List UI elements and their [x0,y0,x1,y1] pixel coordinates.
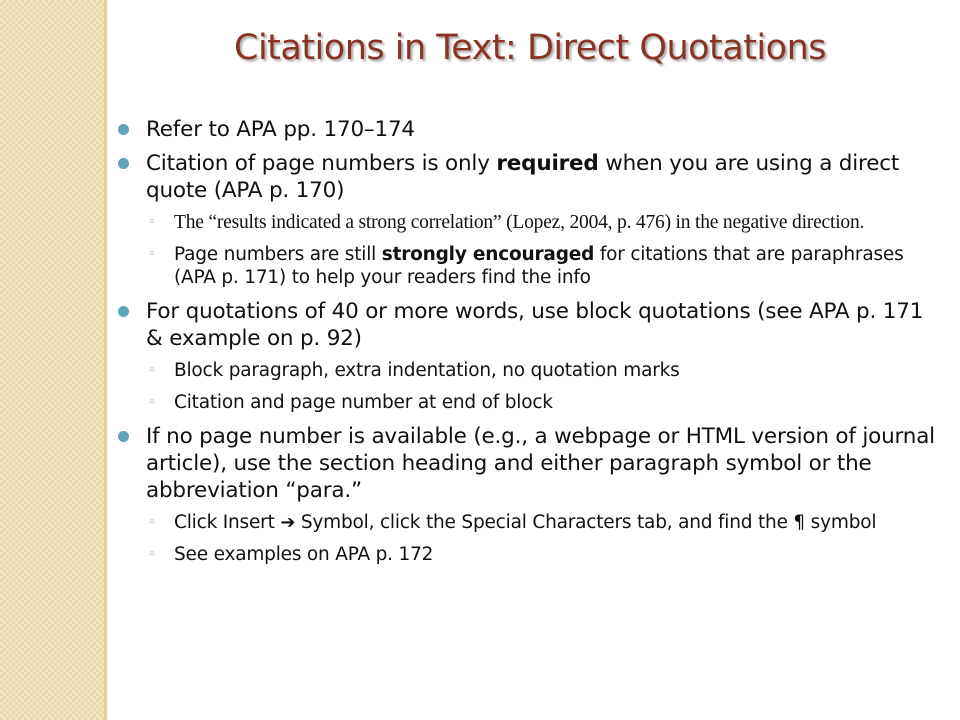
sub-bullet-item [118,211,944,234]
bullet-dot-icon [118,306,129,317]
sub-bullet-item [118,243,944,289]
bullet-dot-icon [118,124,129,135]
sub-bullet-text-bold: strongly encouraged [381,244,595,265]
bullet-text: If no page number is available (e.g., a webpage or HTML version of journal article), use the section heading and either paragraph symbol or the abbreviation “para.” [146,424,935,503]
bullet-text-start: Citation of page numbers is only [146,151,497,176]
bullet-list [118,116,944,575]
decorative-side-band [0,0,104,720]
bullet-dot-icon [118,158,129,169]
sub-bullet-ring-icon: ◦ [148,363,156,378]
sub-bullet-text: Citation and page number at end of block [174,392,553,413]
sub-bullet-text-end: Symbol, click the Special Characters tab, and find the ¶ symbol [295,512,877,533]
sub-bullet-item [118,543,944,566]
bullet-dot-icon [118,431,129,442]
sub-bullet-ring-icon: ◦ [148,215,156,230]
decorative-side-line [104,0,107,720]
bullet-text: For quotations of 40 or more words, use block quotations (see APA p. 171 & example on p. 92) [146,299,924,351]
bullet-item [118,150,944,204]
sub-bullet-item [118,359,944,382]
sub-bullet-text: Block paragraph, extra indentation, no quotation marks [174,360,680,381]
bullet-item [118,116,944,143]
sub-bullet-text-start: Click Insert [174,512,281,533]
sub-bullet-text: See examples on APA p. 172 [174,544,434,565]
sub-bullet-item [118,511,944,534]
bullet-text: Refer to APA pp. 170–174 [146,117,415,142]
sub-bullet-text-end: for citations that are paraphrases (APA p. 171) to help your readers find the info [174,244,904,288]
bullet-item [118,423,944,504]
sub-bullet-text-start: Page numbers are still [174,244,382,265]
slide-title: Citations in Text: Direct Quotations [234,28,826,68]
sub-bullet-ring-icon: ◦ [148,395,156,410]
bullet-item [118,298,944,352]
bullet-text-end: when you are using a direct quote (APA p. 170) [146,151,900,203]
right-arrow-icon: ➔ [280,512,296,533]
sub-bullet-ring-icon: ◦ [148,247,156,262]
bullet-text-bold: required [496,151,599,176]
sub-bullet-ring-icon: ◦ [148,515,156,530]
sub-bullet-ring-icon: ◦ [148,547,156,562]
sub-bullet-quote-example: The “results indicated a strong correlation” (Lopez, 2004, p. 476) in the negative direction. [174,212,865,233]
sub-bullet-item [118,391,944,414]
